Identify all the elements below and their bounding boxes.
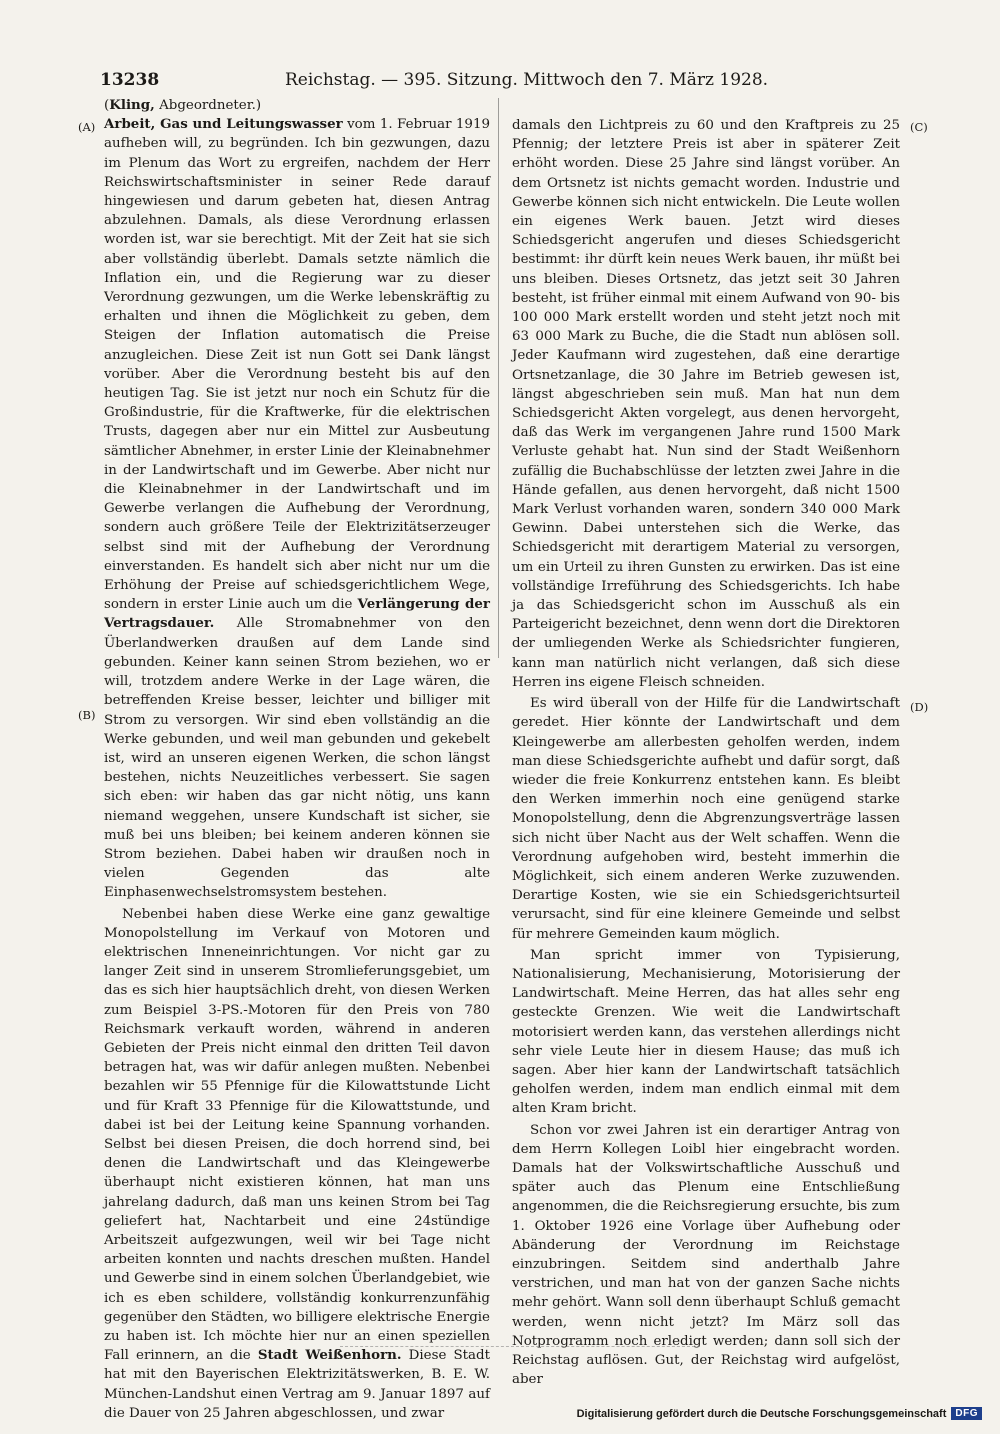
paragraph-text: Alle Stromabnehmer von den Überlandwerken draußen auf dem Lande sind gebunden. Keiner kann seinen Strom beziehen, wo er will, trotzdem andere Werke in der Lage wären, die betreffenden Kreise besser, leichter und billiger mit Strom zu versorgen. Wir sind eben vollständig an die Werke gebunden, und weil man gebunden und gekebelt ist, wird an unseren eigenen Werken, die schon längst bestehen, nichts Neuzeitliches verbessert. Sie sagen sich eben: wir haben das gar nicht nötig, uns kann niemand weggehen, unsere Kundschaft ist sicher, sie muß bei uns bleiben; bei keinem anderen können sie Strom beziehen. Dabei haben wir draußen noch in vielen Gegenden das alte Einphasenwechselstromsystem bestehen. [104,616,490,901]
column-divider [498,98,499,658]
running-head: Reichstag. — 395. Sitzung. Mittwoch den 7. März 1928. [285,70,769,90]
speaker-close-paren: ) [255,98,262,113]
paragraph [104,115,490,902]
page-header [100,70,769,94]
motion-title: Arbeit, Gas und Leitungswasser [104,116,343,133]
dfg-logo: DFG [951,1407,982,1420]
paragraph: Schon vor zwei Jahren ist ein derartiger Antrag von dem Herrn Kollegen Loibl hier eingebracht worden. Damals hat der Volkswirtschaftliche Ausschuß und später auch das Plenum eine Entschließung angenommen, die die Reichsregierung ersuchte, bis zum 1. Oktober 1926 eine Vorlage über Aufhebung oder Abänderung der Verordnung im Reichstage einzubringen. Seitdem sind anderthalb Jahre verstrichen, und man hat von der ganzen Sache nichts mehr gehört. Wann soll denn überhaupt Schluß gemacht werden, wenn nicht jetzt? Im März soll das Notprogramm noch erledigt werden; dann soll sich der Reichstag auflösen. Gut, der Reichstag wird aufgelöst, aber [512,1122,900,1388]
footer-rule [340,1346,700,1348]
paragraph-text: Nebenbei haben diese Werke eine ganz gewaltige Monopolstellung im Verkauf von Motoren und elektrischen Inneneinrichtungen. Vor nicht gar zu langer Zeit sind in unserem Stromlieferungsgebiet, um das es sich hier hauptsächlich dreht, von diesen Werken zum Beispiel 3-PS.-Motoren für den Preis von 780 Reichsmark verkauft worden, während in anderen Gebieten der Preis nicht einmal den dritten Teil davon betragen hat, was wir dafür anlegen mußten. Nebenbei bezahlen wir 55 Pfennige für die Kilowattstunde Licht und für Kraft 33 Pfennige für die Kilowattstunde, und dabei ist bei der Leitung keine Spannung vorhanden. Selbst bei diesen Preisen, die doch horrend sind, bei denen die Landwirtschaft und das Kleingewerbe überhaupt nicht existieren können, hat man uns jahrelang dadurch, daß man uns keinen Strom bei Tag geliefert hat, Nachtarbeit und eine 24stündige Arbeitszeit aufgezwungen, weil wir bei Tage nicht arbeiten konnten und nachts dreschen mußten. Handel und Gewerbe sind in einem solchen Überlandgebiet, wie ich es eben schildere, vollständig konkurrenzunfähig gegenüber den Städten, wo billigere elektrische Energie zu haben ist. Ich möchte hier nur an einen speziellen Fall erinnern, an die [104,906,490,1364]
speaker-name: Kling, [109,97,155,113]
page-number: 13238 [100,70,160,90]
digitization-footer [577,1407,982,1420]
footer-credit: Digitalisierung gefördert durch die Deutsche Forschungsgemeinschaft [576,1407,947,1420]
emphasis-text: Stadt Weißenhorn. [257,1347,402,1364]
margin-mark-d: (D) [910,700,929,714]
margin-mark-b: (B) [78,708,96,722]
speaker-attribution [104,96,490,115]
paragraph-text: vom 1. Februar 1919 aufheben will, zu begründen. Ich bin gezwungen, dazu im Plenum das Wort zu ergreifen, nachdem der Herr Reichswirtschaftsminister in seiner Rede darauf hingewiesen und darum gebeten hat, diesen Antrag abzulehnen. Damals, als diese Verordnung erlassen worden ist, war sie berechtigt. Mit der Zeit hat sie sich aber vollständig überlebt. Damals setzte nämlich die Inflation ein, und die Regierung war zu dieser Verordnung gezwungen, um die Werke lebenskräftig zu erhalten und ihnen die Möglichkeit zu geben, dem Steigen der Inflation automatisch die Preise anzugleichen. Diese Zeit ist nun Gott sei Dank längst vorüber. Aber die Verordnung besteht bis auf den heutigen Tag. Sie ist jetzt nur noch ein Schutz für die Großindustrie, für die Kraftwerke, für die elektrischen Trusts, dagegen aber nur ein Mittel zur Ausbeutung sämtlicher Abnehmer, in erster Linie der Kleinabnehmer in der Landwirtschaft und im Gewerbe. Aber nicht nur die Kleinabnehmer in der Landwirtschaft und im Gewerbe verlangen die Aufhebung der Verordnung, sondern auch größere Teile der Elektrizitätserzeuger selbst sind mit der Aufhebung der Verordnung einverstanden. Es handelt sich aber nicht nur um die Erhöhung der Preise auf schiedsgerichtlichem Wege, sondern in erster Linie auch um die [104,117,490,613]
paragraph-text: Diese Stadt hat mit den Bayerischen Elektrizitätswerken, B. E. W. München-Landshut einen Vertrag am 9. Januar 1897 auf die Dauer von 25 Jahren abgeschlossen, und zwar [104,1348,490,1421]
paragraph: damals den Lichtpreis zu 60 und den Kraftpreis zu 25 Pfennig; der letztere Preis ist aber in späterer Zeit erhöht worden. Diese 25 Jahre sind längst vorüber. An dem Ortsnetz ist nichts gemacht worden. Industrie und Gewerbe können sich nicht entwickeln. Die Leute wollen ein eigenes Werk bauen. Jetzt wird dieses Schiedsgericht angerufen und dieses Schiedsgericht bestimmt: ihr dürft kein neues Werk bauen, ihr müßt bei uns bleiben. Dieses Ortsnetz, das jetzt seit 30 Jahren besteht, ist früher einmal mit einem Aufwand von 90- bis 100 000 Mark erstellt worden und steht jetzt noch mit 63 000 Mark zu Buche, die die Stadt nun ablösen soll. Jeder Kaufmann wird zugestehen, daß eine derartige Ortsnetzanlage, die 30 Jahre im Betrieb gewesen ist, längst abgeschrieben sein muß. Man hat nun dem Schiedsgericht Akten vorgelegt, aus denen hervorgeht, daß das Werk im vergangenen Jahre rund 1500 Mark Verluste gehabt hat. Nun sind der Stadt Weißenhorn zufällig die Buchabschlüsse der letzten zwei Jahre in die Hände gefallen, aus denen hervorgeht, daß nicht 1500 Mark Verlust vorhanden waren, sondern 340 000 Mark Gewinn. Dabei unterstehen sich die Werke, das Schiedsgericht mit derartigem Material zu versorgen, um ein Urteil zu ihren Gunsten zu erwirken. Das ist eine vollständige Irreführung des Schiedsgerichts. Ich habe ja das Schiedsgericht schon im Ausschuß als ein Parteigericht bezeichnet, denn wenn dort die Direktoren der umliegenden Werke als Schiedsrichter fungieren, kann man natürlich nicht verlangen, daß sich diese Herren ins eigene Fleisch schneiden. [512,118,900,690]
right-column [512,116,900,1389]
emphasis-text: Verlängerung der Vertragsdauer. [104,596,490,632]
paragraph: Man spricht immer von Typisierung, Nationalisierung, Mechanisierung, Motorisierung der Landwirtschaft. Meine Herren, das hat alles sehr eng gesteckte Grenzen. Wie weit die Landwirtschaft motorisiert werden kann, das verstehen allerdings nicht sehr viele Leute hier in diesem Hause; das muß ich sagen. Aber hier kann der Landwirtschaft tatsächlich geholfen werden, indem man endlich einmal mit dem alten Kram bricht. [512,947,900,1117]
paragraph: Es wird überall von der Hilfe für die Landwirtschaft geredet. Hier könnte der Landwirtschaft und dem Kleingewerbe am allerbesten geholfen werden, indem man diese Schiedsgerichte aufhebt und dafür sorgt, daß wieder die freie Konkurrenz entstehen kann. Es bleibt den Werken immerhin noch eine genügend starke Monopolstellung, denn die Abgrenzungsverträge lassen sich nicht über Nacht aus der Welt schaffen. Wenn die Verordnung aufgehoben wird, besteht immerhin die Möglichkeit, sich einem anderen Werke zuzuwenden. Derartige Kosten, wie sie ein Schiedsgerichtsurteil verursacht, sind für eine kleinere Gemeinde und selbst für mehrere Gemeinden kaum möglich. [512,696,900,942]
speaker-role: Abgeordneter. [159,98,256,113]
margin-mark-c: (C) [910,120,928,134]
speaker-open-paren: ( [104,98,110,113]
margin-mark-a: (A) [78,120,96,134]
left-column [104,96,490,1423]
